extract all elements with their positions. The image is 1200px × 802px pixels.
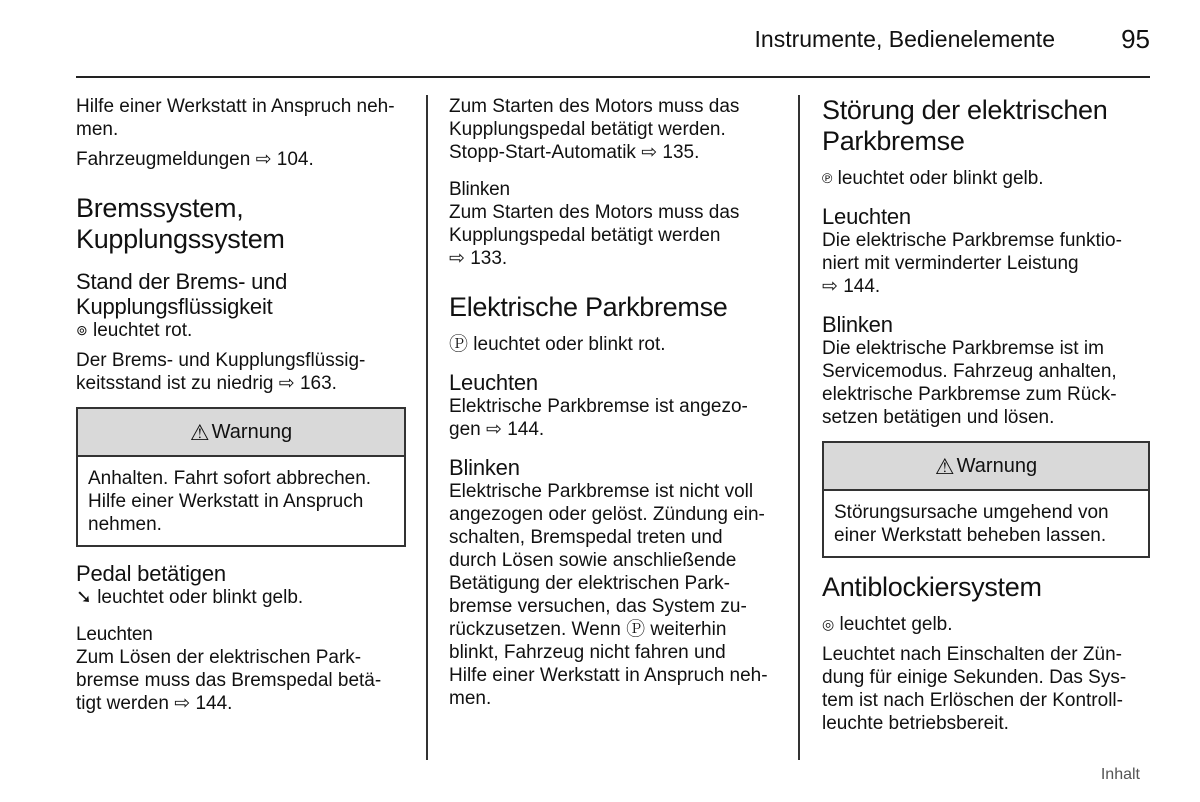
paragraph: Zum Starten des Motors muss das Kupplungspedal betätigt werden ⇨ 133. (449, 202, 740, 269)
paragraph: Zum Lösen der elektrischen Park- bremse muss das Bremspedal betä- tigt werden ⇨ 144. (76, 647, 382, 714)
page-number: 95 (1121, 24, 1150, 54)
page-ref-arrow-icon[interactable]: ⇨ (278, 373, 295, 394)
subsection-heading: Blinken (822, 312, 893, 337)
warning-body: Störungsursache umgehend von einer Werkstatt beheben lassen. (834, 502, 1109, 546)
contents-link[interactable]: Inhalt (1100, 766, 1140, 783)
warning-box (822, 441, 1150, 558)
column-3 (822, 95, 1150, 742)
page-ref[interactable]: 104. (276, 149, 314, 170)
section-heading: Antiblockiersystem (822, 572, 1042, 602)
subsection-heading: Leuchten (822, 204, 911, 229)
page-ref[interactable]: 144. (507, 419, 545, 440)
paragraph: Die elektrische Parkbremse funktio- niert mit verminderter Leistung ⇨ 144. (822, 230, 1122, 297)
subsection-heading: Leuchten (449, 370, 538, 395)
warning-header: ⚠ Warnung (78, 409, 404, 457)
page-ref[interactable]: 144. (843, 276, 881, 297)
section-heading: Bremssystem, Kupplungssystem (76, 193, 285, 254)
parking-brake-fault-icon: ℗ (822, 170, 833, 186)
minor-heading: Leuchten (76, 624, 153, 645)
warning-header: ⚠ Warnung (824, 443, 1148, 491)
section-heading: Störung der elektrischen Parkbremse (822, 95, 1108, 156)
page-ref-arrow-icon[interactable]: ⇨ (641, 142, 658, 163)
page-ref-arrow-icon[interactable]: ⇨ (174, 693, 191, 714)
warning-triangle-icon: ⚠ (189, 419, 210, 445)
parking-brake-icon: Ⓟ (449, 334, 469, 355)
section-heading: Elektrische Parkbremse (449, 292, 728, 322)
paragraph: ⊚ leuchtet rot. (76, 320, 193, 341)
paragraph: Leuchtet nach Einschalten der Zün- dung für einige Sekunden. Das Sys- tem ist nach Erlöschen der Kontroll- leuchte betriebsbereit. (822, 644, 1127, 734)
column-1 (76, 95, 406, 722)
brake-fluid-icon: ⊚ (76, 322, 88, 338)
paragraph: Der Brems- und Kupplungsflüssig- keitsstand ist zu niedrig ⇨ 163. (76, 350, 366, 394)
paragraph: Hilfe einer Werkstatt in Anspruch neh- men. (76, 96, 395, 140)
page-ref[interactable]: 144. (195, 693, 233, 714)
subsection-heading: Pedal betätigen (76, 561, 226, 586)
warning-triangle-icon: ⚠ (934, 453, 955, 479)
pedal-icon: ➘ (76, 587, 92, 608)
paragraph: Ⓟ leuchtet oder blinkt rot. (449, 334, 666, 355)
column-divider (798, 95, 800, 760)
paragraph: Fahrzeugmeldungen ⇨ 104. (76, 149, 314, 170)
page-header (76, 0, 1150, 78)
page-ref-arrow-icon[interactable]: ⇨ (485, 419, 502, 440)
paragraph: Zum Starten des Motors muss das Kupplungspedal betätigt werden. Stopp-Start-Automatik ⇨ 135. (449, 96, 740, 163)
abs-icon: ◎ (822, 616, 835, 632)
subsection-heading: Blinken (449, 455, 520, 480)
paragraph: Elektrische Parkbremse ist angezo- gen ⇨ 144. (449, 396, 748, 440)
header-title: Instrumente, Bedienelemente (754, 26, 1055, 52)
paragraph: ℗ leuchtet oder blinkt gelb. (822, 168, 1044, 189)
page-ref-arrow-icon[interactable]: ⇨ (255, 149, 272, 170)
page-ref-arrow-icon[interactable]: ⇨ (822, 276, 838, 297)
subsection-heading: Stand der Brems- und Kupplungsflüssigkeit (76, 269, 288, 319)
warning-box (76, 407, 406, 547)
warning-body: Anhalten. Fahrt sofort abbrechen. Hilfe einer Werkstatt in Anspruch nehmen. (88, 468, 372, 535)
column-2 (449, 95, 779, 717)
paragraph: ◎ leuchtet gelb. (822, 614, 953, 635)
page-ref-arrow-icon[interactable]: ⇨ (449, 248, 465, 269)
column-divider (426, 95, 428, 760)
minor-heading: Blinken (449, 179, 510, 200)
paragraph: Die elektrische Parkbremse ist im Servicemodus. Fahrzeug anhalten, elektrische Parkbremse zum Rück- setzen betätigen und lösen. (822, 338, 1117, 428)
parking-brake-icon: Ⓟ (626, 619, 646, 640)
page-ref[interactable]: 135. (662, 142, 700, 163)
page-ref[interactable]: 163. (299, 373, 337, 394)
paragraph: Elektrische Parkbremse ist nicht voll angezogen oder gelöst. Zündung ein- schalten, Bremspedal treten und durch Lösen sowie anschließende Betätigung der elektrischen Park- bremse versuchen, das System zu- rückzusetzen. Wenn Ⓟ weiterhin blinkt, Fahrzeug nicht fahren und Hilfe einer Werkstatt in Anspruch neh- men. (449, 481, 768, 709)
page-ref[interactable]: 133. (470, 248, 508, 269)
paragraph: ➘ leuchtet oder blinkt gelb. (76, 587, 304, 608)
